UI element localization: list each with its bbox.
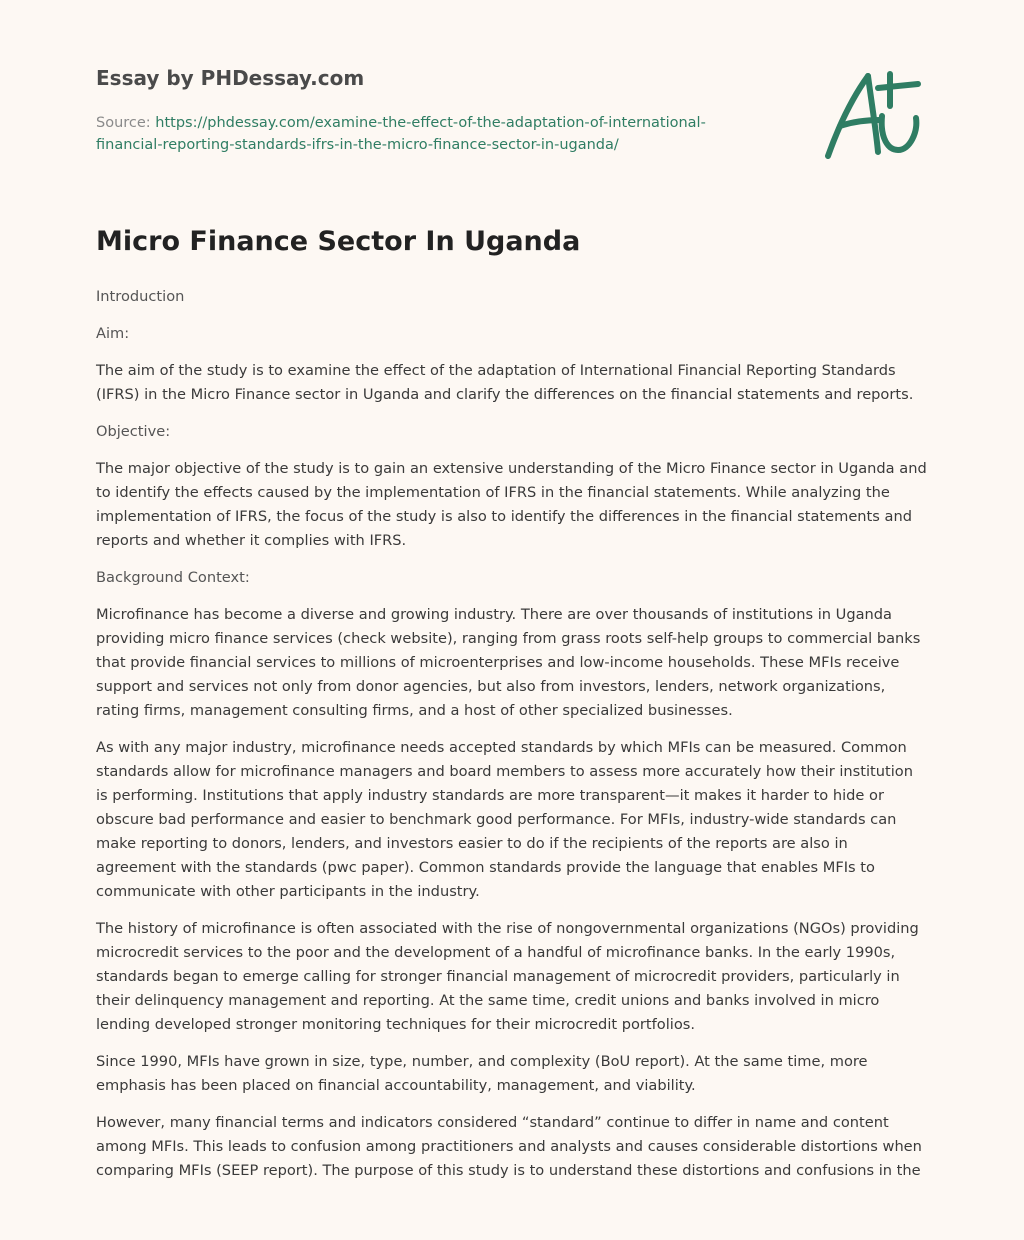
source-label: Source: (96, 115, 151, 131)
body-paragraph: The history of microfinance is often associated with the rise of nongovernmental organizations (NGOs) providing microcredit services to the poor and the development of a handful of microfinance banks. In the early 1990s, standards began to emerge calling for stronger financial management of microcredit providers, particularly in their delinquency management and reporting. At the same time, credit unions and banks involved in micro lending developed stronger monitoring techniques for their microcredit portfolios. (96, 920, 919, 1033)
source-link-line-2: financial-reporting-standards-ifrs-in-the-micro-finance-sector-in-uganda/ (96, 137, 619, 153)
essay-title: Micro Finance Sector In Uganda (96, 226, 581, 257)
body-paragraph: However, many financial terms and indicators considered “standard” continue to differ in name and content among MFIs. This leads to confusion among practitioners and analysts and causes considerable distortions when comparing MFIs (SEEP report). The purpose of this study is to understand these distortions and confusions in the (96, 1114, 922, 1179)
a-plus-logo-icon (822, 66, 926, 166)
introduction-heading: Introduction (96, 288, 185, 305)
background-heading: Background Context: (96, 569, 250, 586)
aim-heading: Aim: (96, 325, 130, 342)
body-paragraph: Since 1990, MFIs have grown in size, type, number, and complexity (BoU report). At the same time, more emphasis has been placed on financial accountability, management, and viability. (96, 1053, 868, 1094)
body-paragraph: Microfinance has become a diverse and growing industry. There are over thousands of institutions in Uganda providing micro finance services (check website), ranging from grass roots self-help groups to commercial banks that provide financial services to millions of microenterprises and low-income households. These MFIs receive support and services not only from donor agencies, but also from investors, lenders, network organizations, rating firms, management consulting firms, and a host of other specialized businesses. (96, 606, 921, 719)
objective-heading: Objective: (96, 423, 171, 440)
body-paragraph: As with any major industry, microfinance needs accepted standards by which MFIs can be measured. Common standards allow for microfinance managers and board members to assess more accurately how their institution is performing. Institutions that apply industry standards are more transparent—it makes it harder to hide or obscure bad performance and easier to benchmark good performance. For MFIs, industry-wide standards can make reporting to donors, lenders, and investors easier to do if the recipients of the reports are also in agreement with the standards (pwc paper). Common standards provide the language that enables MFIs to communicate with other participants in the industry. (96, 739, 913, 900)
source-link[interactable] (96, 115, 706, 153)
aim-paragraph: The aim of the study is to examine the effect of the adaptation of International Financial Reporting Standards (IFRS) in the Micro Finance sector in Uganda and clarify the differences on the financial statements and reports. (96, 362, 914, 403)
objective-paragraph: The major objective of the study is to gain an extensive understanding of the Micro Finance sector in Uganda and to identify the effects caused by the implementation of IFRS in the financial statements. While analyzing the implementation of IFRS, the focus of the study is also to identify the differences in the financial statements and reports and whether it complies with IFRS. (96, 460, 927, 549)
essay-body (96, 285, 928, 1196)
source-line (96, 112, 776, 156)
site-brand: Essay by PHDessay.com (96, 66, 365, 90)
source-link-line-1: https://phdessay.com/examine-the-effect-of-the-adaptation-of-international- (155, 115, 706, 131)
